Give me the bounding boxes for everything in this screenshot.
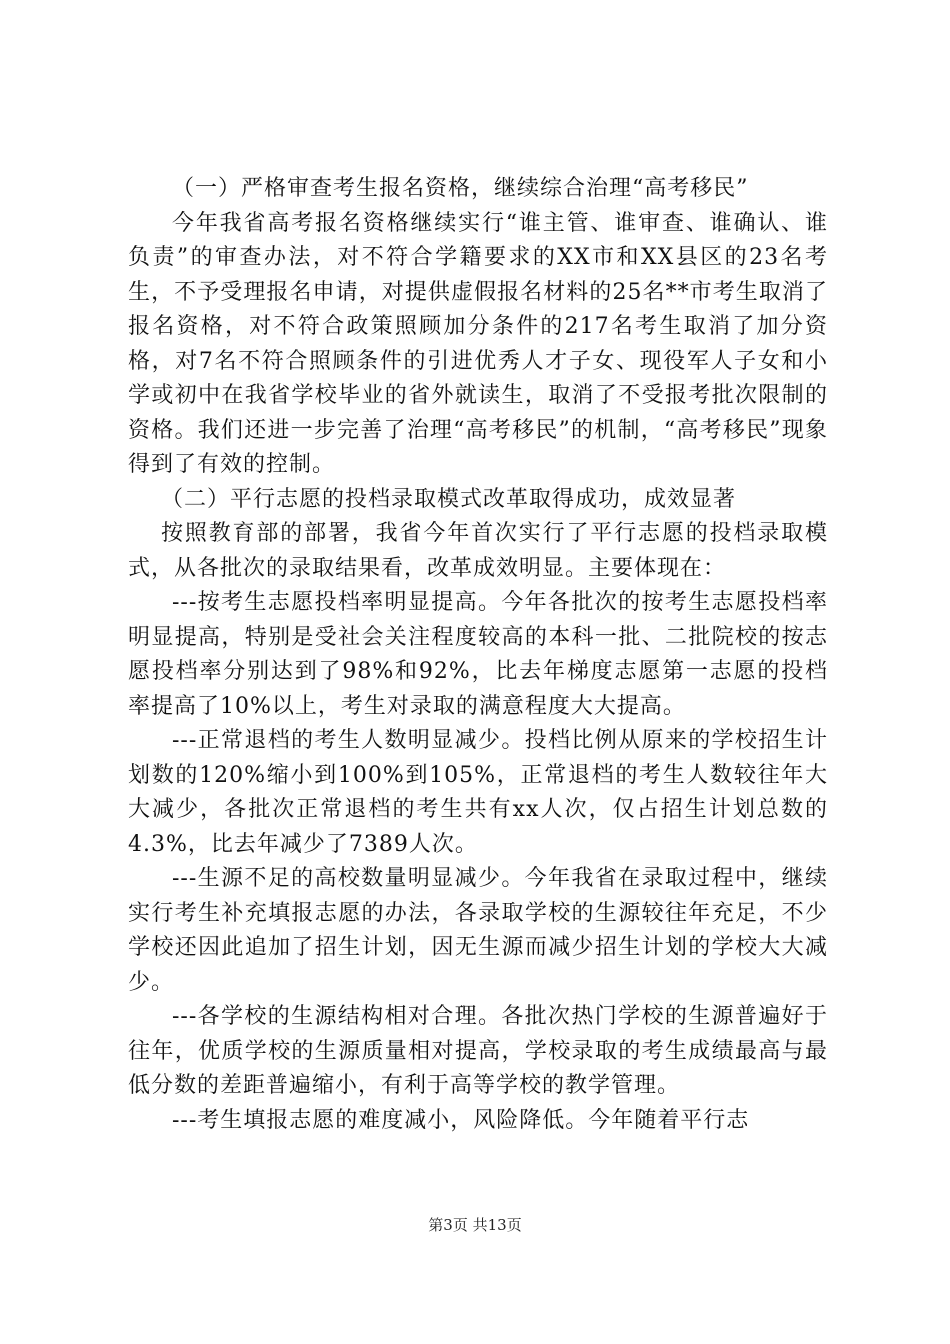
paragraph: 今年我省高考报名资格继续实行“谁主管、谁审查、谁确认、谁负责”的审查办法，对不符合学籍要求的XX市和XX县区的23名考生，不予受理报名申请，对提供虚假报名材料的25名**市考生取消了报名资格，对不符合政策照顾加分条件的217名考生取消了加分资格，对7名不符合照顾条件的引进优秀人才子女、现役军人子女和小学或初中在我省学校毕业的省外就读生，取消了不受报考批次限制的资格。我们还进一步完善了治理“高考移民”的机制，“高考移民”现象得到了有效的控制。 — [128, 210, 828, 477]
section-heading-1: （一）严格审查考生报名资格，继续综合治理“高考移民” — [172, 176, 749, 201]
page-footer — [0, 1214, 950, 1235]
list-item: ---考生填报志愿的难度减小，风险降低。今年随着平行志 — [172, 1107, 750, 1133]
paragraph: 按照教育部的部署，我省今年首次实行了平行志愿的投档录取模式，从各批次的录取结果看，改革成效明显。主要体现在： — [128, 521, 828, 581]
section-heading-2: （二）平行志愿的投档录取模式改革取得成功，成效显著 — [161, 486, 737, 512]
document-body — [128, 172, 828, 1138]
list-item: ---各学校的生源结构相对合理。各批次热门学校的生源普遍好于往年，优质学校的生源质量相对提高，学校录取的考生成绩最高与最低分数的差距普遍缩小，有利于高等学校的教学管理。 — [128, 1004, 828, 1098]
list-item: ---按考生志愿投档率明显提高。今年各批次的按考生志愿投档率明显提高，特别是受社会关注程度较高的本科一批、二批院校的按志愿投档率分别达到了98%和92%，比去年梯度志愿第一志愿的投档率提高了10%以上，考生对录取的满意程度大大提高。 — [128, 590, 828, 719]
list-item: ---正常退档的考生人数明显减少。投档比例从原来的学校招生计划数的120%缩小到100%到105%，正常退档的考生人数较往年大大减少，各批次正常退档的考生共有xx人次，仅占招生计划总数的4.3%，比去年减少了7389人次。 — [128, 728, 828, 857]
list-item: ---生源不足的高校数量明显减少。今年我省在录取过程中，继续实行考生补充填报志愿的办法，各录取学校的生源较往年充足，不少学校还因此追加了招生计划，因无生源而减少招生计划的学校大大减少。 — [128, 866, 828, 995]
page-number-label: 第3页 共13页 — [428, 1216, 522, 1234]
